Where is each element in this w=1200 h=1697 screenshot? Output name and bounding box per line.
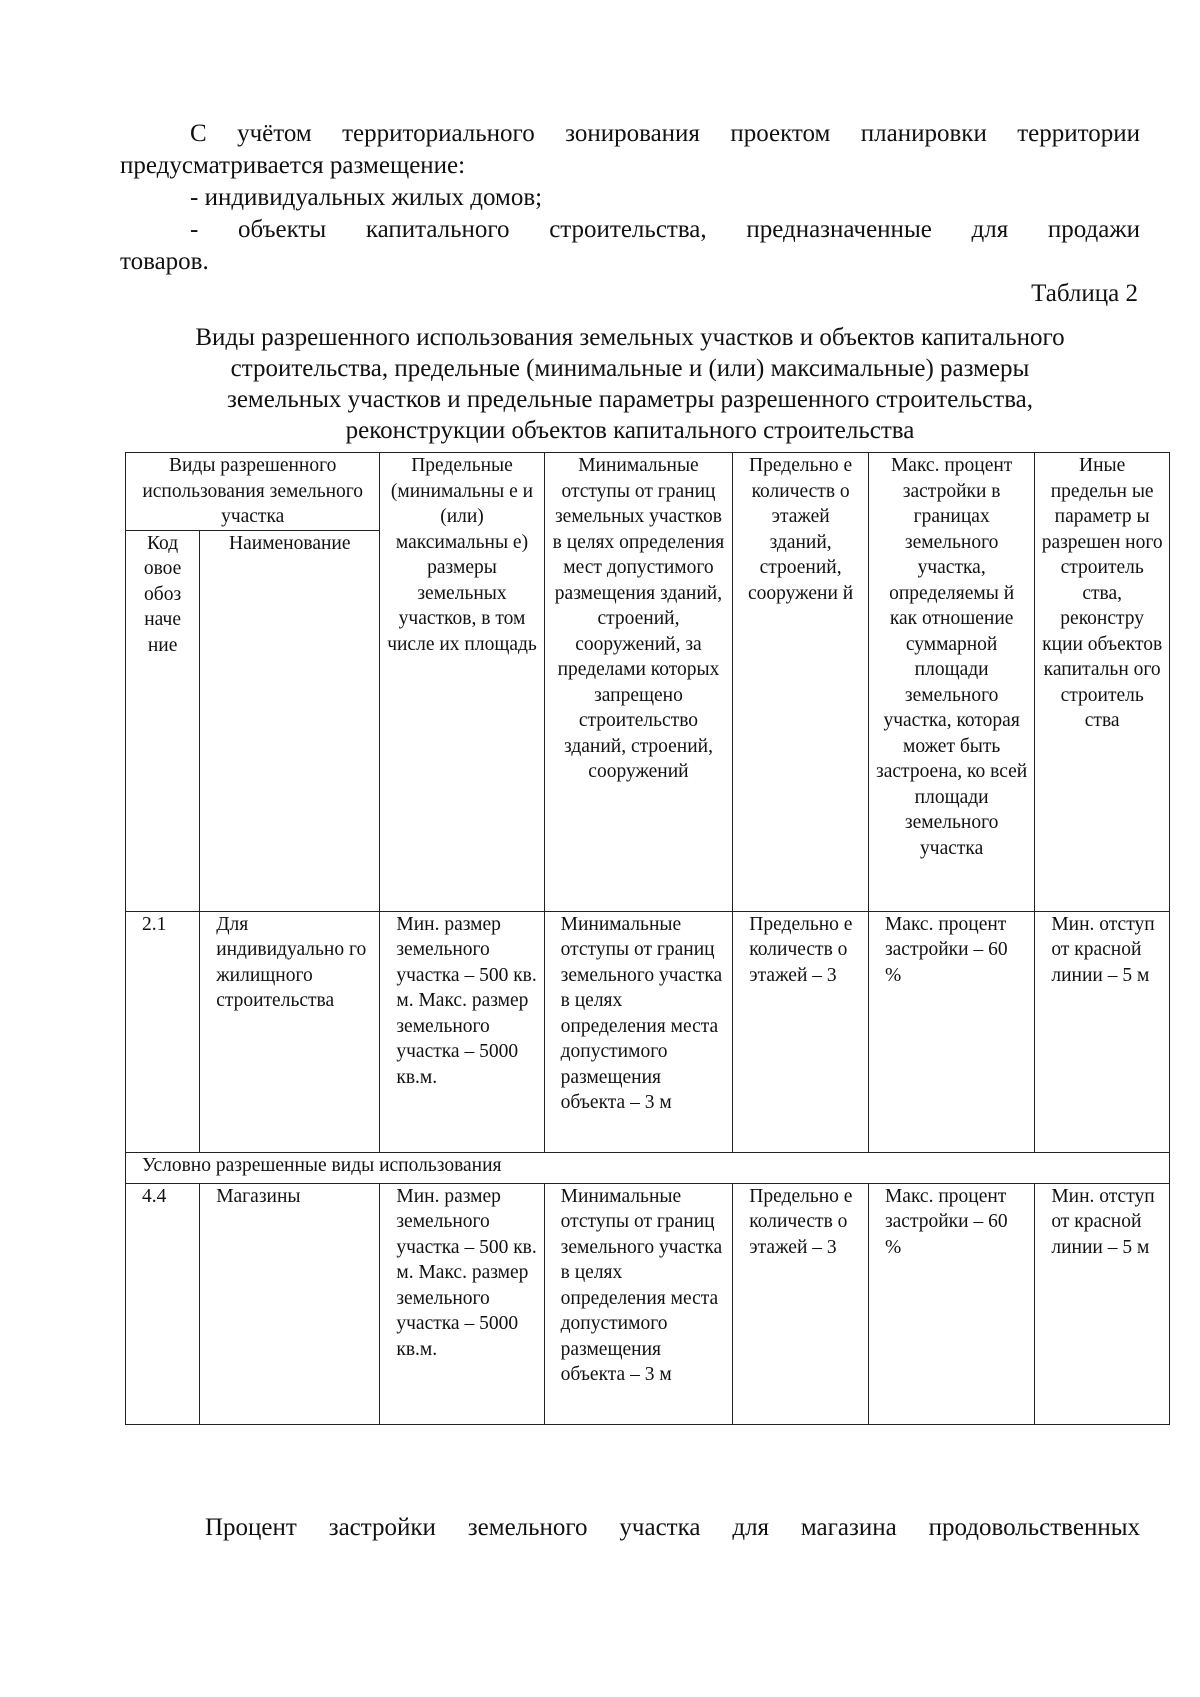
row-coverage: Макс. процент застройки – 60 % [868, 1183, 1034, 1424]
table-header-row-1 [126, 453, 1170, 531]
row-coverage: Макс. процент застройки – 60 % [868, 911, 1034, 1152]
header-floors: Предельно е количеств о этажей зданий, строений, сооружени й [733, 453, 869, 912]
intro-line-2: предусматривается размещение: [120, 152, 466, 179]
row-floors: Предельно е количеств о этажей – 3 [733, 911, 869, 1152]
header-plot-size: Предельные (минимальны е и (или) максимальны е) размеры земельных участков, в том числе их площадь [380, 453, 544, 912]
header-other-params: Иные предельн ые параметр ы разрешен ного строитель ства, реконстру кции объектов капитальн ого строитель ства [1035, 453, 1170, 912]
footer-paragraph-line: Процент застройки земельного участка для магазина продовольственных [205, 1514, 1140, 1541]
row-plot-size: Мин. размер земельного участка – 500 кв. м. Макс. размер земельного участка – 5000 кв.м. [380, 911, 544, 1152]
table-title-line-1: Виды разрешенного использования земельных участков и объектов капитального [195, 324, 1065, 351]
list-item-commercial: - объекты капитального строительства, предназначенные для продажи [190, 216, 1140, 243]
table-row [126, 1183, 1170, 1424]
permitted-use-table [125, 452, 1170, 1425]
row-setback: Минимальные отступы от границ земельного участка в целях определения места допустимого размещения объекта – 3 м [544, 911, 733, 1152]
table-title [100, 322, 1160, 446]
header-setback: Минимальные отступы от границ земельных участков в целях определения мест допустимого размещения зданий, строений, сооружений, за пределами которых запрещено строительство зданий, строений, сооружений [544, 453, 733, 912]
table-title-line-4: реконструкции объектов капитального строительства [345, 417, 915, 444]
list-item-houses: - индивидуальных жилых домов; [190, 184, 543, 211]
intro-line-1: С учётом территориального зонирования проектом планировки территории [190, 120, 1140, 147]
row-setback: Минимальные отступы от границ земельного участка в целях определения места допустимого размещения объекта – 3 м [544, 1183, 733, 1424]
table-caption: Таблица 2 [1031, 280, 1138, 307]
table-section-row [126, 1152, 1170, 1183]
row-code: 2.1 [126, 911, 200, 1152]
table-title-line-3: земельных участков и предельные параметры разрешенного строительства, [226, 386, 1034, 413]
row-name: Для индивидуально го жилищного строительства [200, 911, 380, 1152]
header-code: Код овое обоз наче ние [126, 530, 200, 911]
header-use-group: Виды разрешенного использования земельного участка [126, 453, 380, 531]
table-row [126, 911, 1170, 1152]
header-coverage: Макс. процент застройки в границах земельного участка, определяемы й как отношение суммарной площади земельного участка, которая может быть застроена, ко всей площади земельного участка [868, 453, 1034, 912]
header-name: Наименование [200, 530, 380, 911]
row-code: 4.4 [126, 1183, 200, 1424]
section-conditional-uses: Условно разрешенные виды использования [126, 1152, 1170, 1183]
row-plot-size: Мин. размер земельного участка – 500 кв. м. Макс. размер земельного участка – 5000 кв.м. [380, 1183, 544, 1424]
table-title-line-2: строительства, предельные (минимальные и (или) максимальные) размеры [230, 355, 1030, 382]
row-other-params: Мин. отступ от красной линии – 5 м [1035, 911, 1170, 1152]
row-floors: Предельно е количеств о этажей – 3 [733, 1183, 869, 1424]
row-name: Магазины [200, 1183, 380, 1424]
list-item-commercial-continued: товаров. [120, 248, 209, 275]
row-other-params: Мин. отступ от красной линии – 5 м [1035, 1183, 1170, 1424]
